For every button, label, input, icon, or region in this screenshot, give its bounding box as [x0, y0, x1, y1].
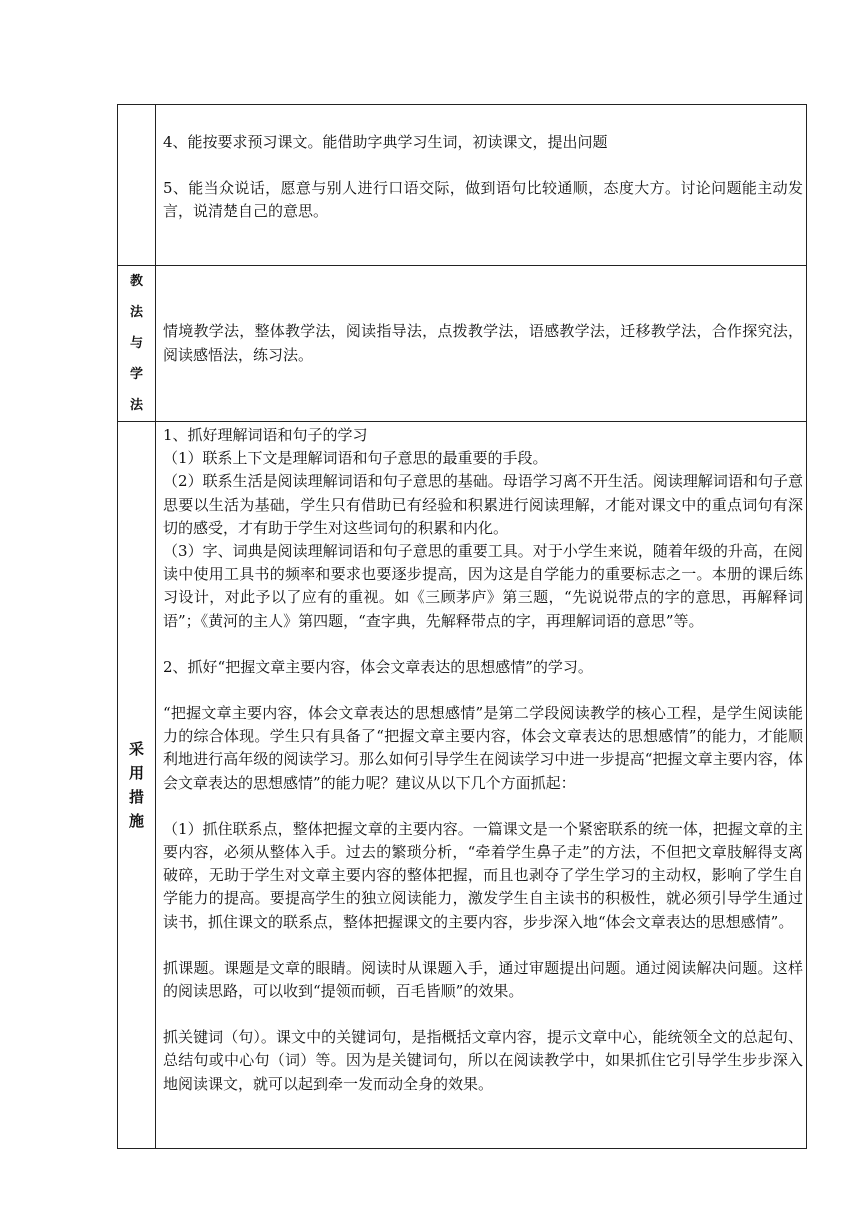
section-1-title: 1、抓好理解词语和句子的学习 [163, 426, 368, 444]
section-1-para-1: （1）联系上下文是理解词语和句子意思的最重要的手段。 [163, 449, 548, 468]
methods-content-cell [156, 266, 807, 422]
section-1-para-3: （3）字、词典是阅读理解词语和句子意思的重要工具。对于小学生来说，随着年级的升高，在阅读中使用工具书的频率和要求也要逐步提高，因为这是自学能力的重要标志之一。本册的课后练习设计，对此予以了应有的重视。如《三顾茅庐》第三题，“先说说带点的字的意思，再解释词语”；《黄河的主人》第四题，“查字典，先解释带点的字，再理解词语的意思”等。 [163, 542, 803, 630]
section-2-para-4: 抓关键词（句）。课文中的关键词句，是指概括文章内容，提示文章中心，能统领全文的总起句、总结句或中心句（词）等。因为是关键词句，所以在阅读教学中，如果抓住它引导学生步步深入地阅读课文，就可以起到牵一发而动全身的效果。 [163, 1028, 803, 1093]
measures-row [118, 422, 807, 1149]
goals-content-cell [156, 105, 807, 266]
goal-item-4: 4、能按要求预习课文。能借助字典学习生词，初读课文，提出问题 [163, 133, 608, 151]
methods-row [118, 266, 807, 422]
plan-table [117, 104, 807, 1149]
section-1-para-2: （2）联系生活是阅读理解词语和句子意思的基础。母语学习离不开生活。阅读理解词语和句子意思要以生活为基础，学生只有借助已有经验和积累进行阅读理解，才能对课文中的重点词句有深切的感受，才有助于学生对这些词句的积累和内化。 [163, 472, 803, 537]
section-2-para-3: 抓课题。课题是文章的眼睛。阅读时从课题入手，通过审题提出问题。通过阅读解决问题。这样的阅读思路，可以收到“提领而顿，百毛皆顺”的效果。 [163, 958, 803, 1001]
measures-label: 采 用 措 施 [118, 422, 156, 1149]
methods-label: 教 法 与 学 法 [118, 266, 156, 422]
goals-label-cell [118, 105, 156, 266]
section-2-para-2: （1）抓住联系点，整体把握文章的主要内容。一篇课文是一个紧密联系的统一体，把握文章的主要内容，必须从整体入手。过去的繁琐分析，“牵着学生鼻子走”的方法，不但把文章肢解得支离破碎，无助于学生对文章主要内容的整体把握，而且也剥夺了学生学习的主动权，影响了学生自学能力的提高。要提高学生的独立阅读能力，激发学生自主读书的积极性，就必须引导学生通过读书，抓住课文的联系点，整体把握课文的主要内容，步步深入地“体会文章表达的思想感情”。 [163, 819, 803, 931]
section-2-para-1: “把握文章主要内容，体会文章表达的思想感情”是第二学段阅读教学的核心工程，是学生阅读能力的综合体现。学生只有具备了“把握文章主要内容，体会文章表达的思想感情”的能力，才能顺利地进行高年级的阅读学习。那么如何引导学生在阅读学习中进一步提高“把握文章主要内容，体会文章表达的思想感情”的能力呢？建议从以下几个方面抓起： [163, 704, 803, 792]
methods-text: 情境教学法，整体教学法，阅读指导法，点拨教学法，语感教学法，迁移教学法，合作探究法，阅读感悟法，练习法。 [163, 322, 803, 364]
section-2-title: 2、抓好“把握文章主要内容，体会文章表达的思想感情”的学习。 [163, 657, 593, 676]
goals-row [118, 105, 807, 266]
measures-content-cell [156, 422, 807, 1149]
goal-item-5: 5、能当众说话，愿意与别人进行口语交际，做到语句比较通顺，态度大方。讨论问题能主动发言，说清楚自己的意思。 [163, 179, 803, 221]
